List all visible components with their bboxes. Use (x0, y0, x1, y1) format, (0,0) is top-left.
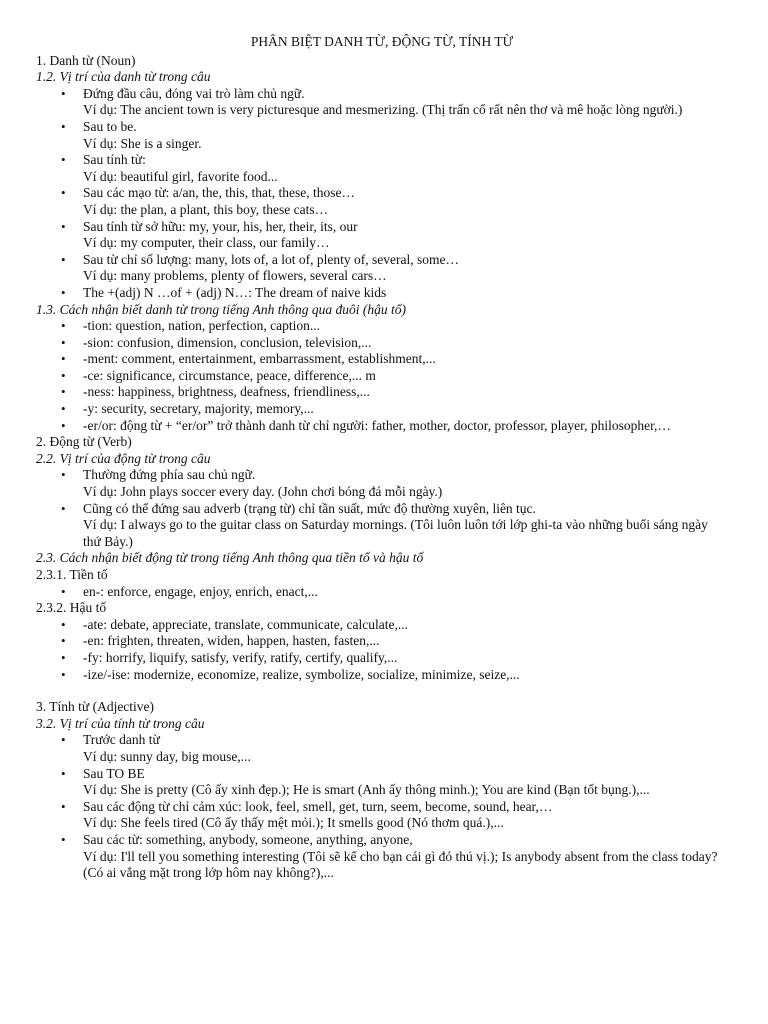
list-item: • Cũng có thể đứng sau adverb (trạng từ) chỉ tần suất, mức độ thường xuyên, liên tục. Ví dụ: I always go to the guitar class on Saturday mornings. (Tôi luôn luôn tới lớp ghi-ta vào những buổi sáng ngày thứ Bảy.) (83, 501, 728, 551)
list-item: • Sau các động từ chỉ cảm xúc: look, feel, smell, get, turn, seem, become, sound, hear,… Ví dụ: She feels tired (Cô ấy thấy mệt mỏi.); It smells good (Nó thơm quá.),... (83, 799, 728, 832)
verb-prefix-list (36, 584, 728, 601)
list-item: • Sau tính từ sở hữu: my, your, his, her, their, its, our Ví dụ: my computer, their class, our family… (83, 219, 728, 252)
section-verb-heading: 2. Động từ (Verb) (36, 434, 132, 450)
list-item: • The +(adj) N …of + (adj) N…: The dream of naive kids (83, 285, 728, 302)
list-item: • Sau các mạo từ: a/an, the, this, that, these, those… Ví dụ: the plan, a plant, this boy, these cats… (83, 185, 728, 218)
section-adjective-heading: 3. Tính từ (Adjective) (36, 699, 155, 715)
list-item: • -ize/-ise: modernize, economize, realize, symbolize, socialize, minimize, seize,... (83, 667, 728, 684)
list-item: • Trước danh từ Ví dụ: sunny day, big mouse,... (83, 732, 728, 765)
list-item: • -y: security, secretary, majority, memory,... (83, 401, 728, 418)
verb-affix-subheading: 2.3. Cách nhận biết động từ trong tiếng Anh thông qua tiền tố và hậu tố (36, 550, 424, 566)
verb-suffix-heading: 2.3.2. Hậu tố (36, 600, 107, 616)
verb-position-list (36, 467, 728, 550)
list-item: • Thường đứng phía sau chủ ngữ. Ví dụ: John plays soccer every day. (John chơi bóng đá mỗi ngày.) (83, 467, 728, 500)
section-noun-heading: 1. Danh từ (Noun) (36, 52, 136, 68)
list-item: • -ment: comment, entertainment, embarrassment, establishment,... (83, 351, 728, 368)
list-item: • -ce: significance, circumstance, peace, difference,... m (83, 368, 728, 385)
list-item: • Sau TO BE Ví dụ: She is pretty (Cô ấy xinh đẹp.); He is smart (Anh ấy thông minh.); You are kind (Bạn tốt bụng.),... (83, 766, 728, 799)
noun-position-subheading: 1.2. Vị trí của danh từ trong câu (36, 69, 211, 85)
verb-suffix-list (36, 617, 728, 683)
verb-position-subheading: 2.2. Vị trí của động từ trong câu (36, 450, 211, 466)
list-item: • -tion: question, nation, perfection, caption... (83, 318, 728, 335)
list-item: • Sau từ chỉ số lượng: many, lots of, a lot of, plenty of, several, some… Ví dụ: many problems, plenty of flowers, several cars… (83, 252, 728, 285)
list-item: • -er/or: động từ + “er/or” trở thành danh từ chỉ người: father, mother, doctor, professor, player, philosopher,… (83, 418, 728, 435)
verb-prefix-heading: 2.3.1. Tiền tố (36, 567, 108, 582)
list-item: • Sau to be. Ví dụ: She is a singer. (83, 119, 728, 152)
adjective-position-subheading: 3.2. Vị trí của tính từ trong câu (36, 715, 205, 731)
list-item: • Sau tính từ: Ví dụ: beautiful girl, favorite food... (83, 152, 728, 185)
adjective-position-list (36, 732, 728, 881)
list-item: • en-: enforce, engage, enjoy, enrich, enact,... (83, 584, 728, 601)
list-item: • -sion: confusion, dimension, conclusion, television,... (83, 335, 728, 352)
list-item: • -fy: horrify, liquify, satisfy, verify, ratify, certify, qualify,... (83, 650, 728, 667)
page-title: PHÂN BIỆT DANH TỪ, ĐỘNG TỪ, TÍNH TỪ (250, 34, 514, 49)
noun-suffix-list (36, 318, 728, 434)
list-item: • -en: frighten, threaten, widen, happen, hasten, fasten,... (83, 633, 728, 650)
list-item: • Đứng đầu câu, đóng vai trò làm chủ ngữ. Ví dụ: The ancient town is very picturesque and mesmerizing. (Thị trấn cổ rất nên thơ và mê hoặc lòng người.) (83, 86, 728, 119)
section-spacer (36, 683, 728, 699)
noun-suffix-subheading: 1.3. Cách nhận biết danh từ trong tiếng Anh thông qua đuôi (hậu tố) (36, 301, 406, 317)
list-item: • -ate: debate, appreciate, translate, communicate, calculate,... (83, 617, 728, 634)
list-item: • Sau các từ: something, anybody, someone, anything, anyone, Ví dụ: I'll tell you something interesting (Tôi sẽ kể cho bạn cái gì đó thú vị.); Is anybody absent from the class today? (Có ai vắng mặt trong lớp hôm nay không?),... (83, 832, 728, 882)
list-item: • -ness: happiness, brightness, deafness, friendliness,... (83, 384, 728, 401)
noun-position-list (36, 86, 728, 302)
